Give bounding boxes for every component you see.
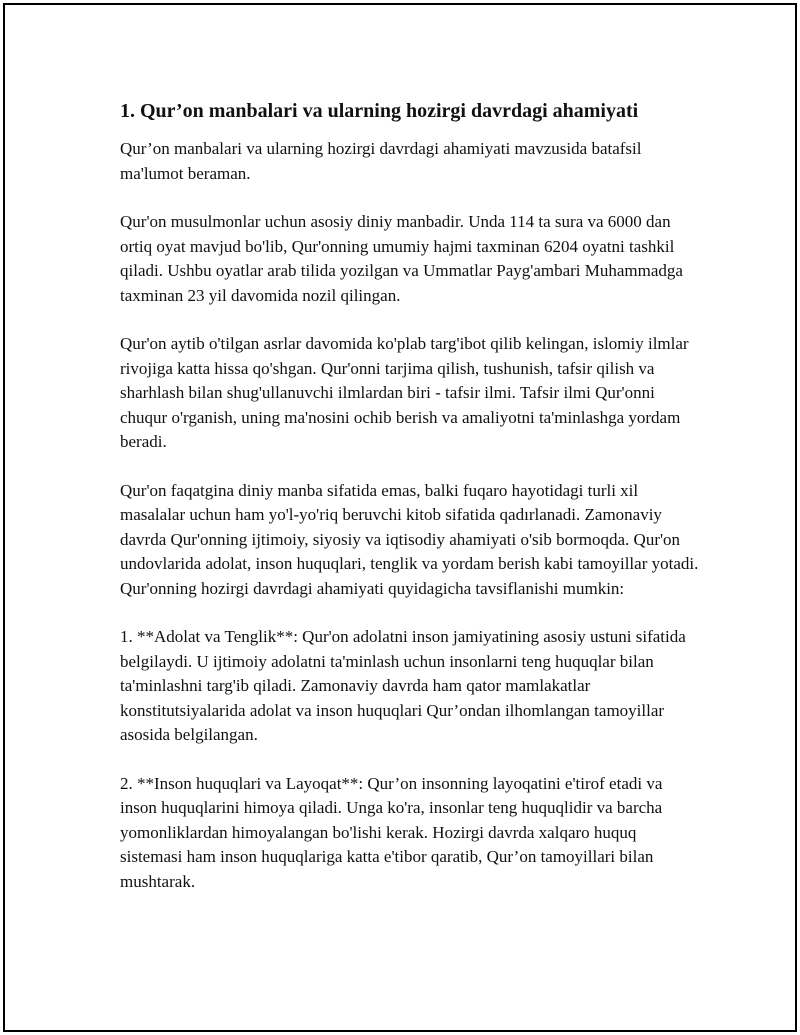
paragraph-point-human-rights: 2. **Inson huquqlari va Layoqat**: Qur’on insonning layoqatini e'tirof etadi va inson huquqlarini himoya qiladi. Unga ko'ra, insonlar teng huquqlidir va barcha yomonliklardan himoyalangan bo'lishi kerak. Hozirgi davrda xalqaro huquq sistemasi ham inson huquqlariga katta e'tibor qaratib, Qur’on tamoyillari bilan mushtarak. (120, 773, 663, 891)
paragraph-tafsir: Qur'on aytib o'tilgan asrlar davomida ko'plab targ'ibot qilib kelingan, islomiy ilmlar rivojiga katta hissa qo'shgan. Qur'onni tarjima qilish, tushunish, tafsir qilish va sharhlash bilan shug'ullanuvchi ilmlardan biri - tafsir ilmi. Tafsir ilmi Qur'onni chuqur o'rganish, uning ma'nosini ochib berish va amaliyotni ta'minlashga yordam beradi. (120, 334, 689, 451)
document-heading: 1. Qur’on manbalari va ularning hozirgi davrdagi ahamiyati (120, 100, 639, 122)
paragraph-quran-overview: Qur'on musulmonlar uchun asosiy diniy manbadir. Unda 114 ta sura va 6000 dan ortiq oyat mavjud bo'lib, Qur'onning umumiy hajmi taxminan 6204 oyatni tashkil qiladi. Ushbu oyatlar arab tilida yozilgan va Ummatlar Payg'ambari Muhammadga taxminan 23 yil davomida nozil qilingan. (120, 212, 683, 305)
paragraph-intro: Qur’on manbalari va ularning hozirgi davrdagi ahamiyati mavzusida batafsil ma'lumot beraman. (120, 139, 642, 183)
paragraph-modern-significance: Qur'on faqatgina diniy manba sifatida emas, balki fuqaro hayotidagi turli xil masalalar uchun ham yo'l-yo'riq beruvchi kitob sifatida qadırlanadi. Zamonaviy davrda Qur'onning ijtimoiy, siyosiy va iqtisodiy ahamiyati o'sib bormoqda. Qur'on undovlarida adolat, inson huquqlari, tenglik va yordam berish kabi tamoyillar yotadi. Qur'onning hozirgi davrdagi ahamiyati quyidagicha tavsiflanishi mumkin: (120, 480, 699, 598)
document-body (120, 97, 700, 918)
paragraph-point-justice: 1. **Adolat va Tenglik**: Qur'on adolatni inson jamiyatining asosiy ustuni sifatida belgilaydi. U ijtimoiy adolatni ta'minlash uchun insonlarni teng huquqlar bilan ta'minlashni targ'ib qiladi. Zamonaviy davrda ham qator mamlakatlar konstitutsiyalarida adolat va inson huquqlari Qur’ondan ilhomlangan tamoyillar asosida belgilangan. (120, 627, 686, 744)
page-frame (3, 3, 797, 1032)
